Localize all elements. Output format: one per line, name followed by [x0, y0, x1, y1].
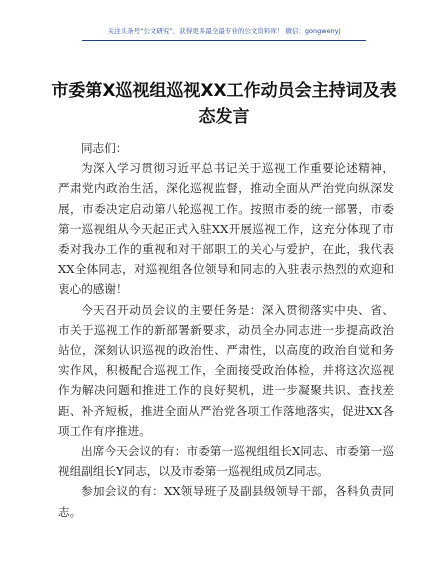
document-body [58, 138, 394, 522]
document-title: 市委第X巡视组巡视XX工作动员会主持词及表态发言 [51, 81, 397, 127]
paragraph-3: 出席今天会议的有：市委第一巡视组组长X同志、市委第一巡视组副组长Y同志，以及市委第一巡视组成员Z同志。 [58, 444, 394, 479]
header-banner: 关注头条号“公文研究”，获得更多最全最专业的公文资料库！ 微信：gongwenyj [82, 22, 366, 41]
paragraph-1: 为深入学习贯彻习近平总书记关于巡视工作重要论述精神，严肃党内政治生活，深化巡视监督，推动全面从严治党向纵深发展，市委决定启动第八轮巡视工作。按照市委的统一部署，市委第一巡视组从今天起正式入驻XX开展巡视工作，这充分体现了市委对我办工作的重视和对干部职工的关心与爱护，在此，我代表XX全体同志，对巡视组各位领导和同志的入驻表示热烈的欢迎和衷心的感谢！ [58, 161, 394, 297]
salutation: 同志们： [81, 141, 128, 155]
paragraph-4: 参加会议的有：XX领导班子及副县级领导干部，各科负责同志。 [58, 484, 394, 519]
paragraph-2: 今天召开动员会议的主要任务是：深入贯彻落实中央、省、市关于巡视工作的新部署新要求，动员全办同志进一步提高政治站位，深刻认识巡视的政治性、严肃性，以高度的政治自觉和务实作风，积极配合巡视工作，全面接受政治体检，并将这次巡视作为解决问题和推进工作的良好契机，进一步凝聚共识、查找差距、补齐短板，推进全面从严治党各项工作落地落实，促进XX各项工作有序推进。 [58, 302, 394, 438]
